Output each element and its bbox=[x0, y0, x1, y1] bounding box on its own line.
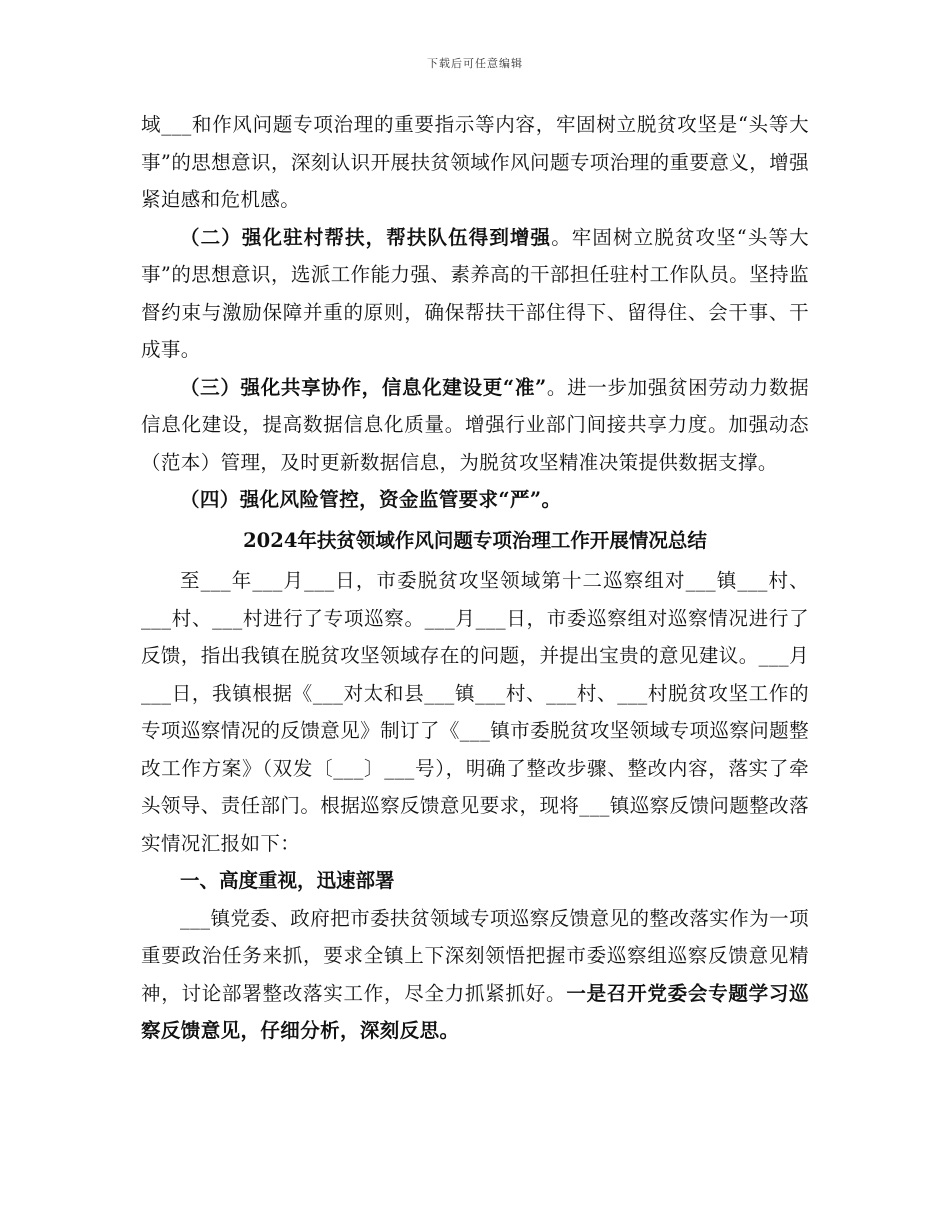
document-title: 2024年扶贫领域作风问题专项治理工作开展情况总结 bbox=[243, 528, 707, 552]
paragraph-section-one bbox=[141, 900, 809, 1050]
point-three-text: 。进一步加强贫困劳动力数据信息化建设，提高数据信息化质量。增强行业部门间接共享力度。加强动态（范本）管理，及时更新数据信息，为脱贫攻坚精准决策提供数据支撑。 bbox=[141, 375, 809, 474]
point-two-text: 。牢固树立脱贫攻坚“头等大事”的思想意识，选派工作能力强、素养高的干部担任驻村工作队员。坚持监督约束与激励保障并重的原则，确保帮扶干部住得下、留得住、会干事、干成事。 bbox=[141, 225, 810, 361]
paragraph-continuation: 域___和作风问题专项治理的重要指示等内容，牢固树立脱贫攻坚是“头等大事”的思想意识，深刻认识开展扶贫领域作风问题专项治理的重要意义，增强紧迫感和危机感。 bbox=[141, 113, 809, 211]
point-three-heading: （三）强化共享协作，信息化建设更“准” bbox=[180, 375, 547, 399]
paragraph-intro: 至___年___月___日，市委脱贫攻坚领域第十二巡察组对___镇___村、___村、___村进行了专项巡察。___月___日，市委巡察组对巡察情况进行了反馈，指出我镇在脱贫攻坚领域存在的问题，并提出宝贵的意见建议。___月___日，我镇根据《___对太和县___镇___村、___村、___村脱贫攻坚工作的专项巡察情况的反馈意见》制订了《___镇市委脱贫攻坚领域专项巡察问题整改工作方案》（双发〔___〕___号），明确了整改步骤、整改内容，落实了牵头领导、责任部门。根据巡察反馈意见要求，现将___镇巡察反馈问题整改落实情况汇报如下： bbox=[141, 569, 809, 855]
paragraph-point-two bbox=[141, 219, 809, 369]
document-body bbox=[141, 106, 809, 1050]
paragraph-point-four bbox=[141, 481, 809, 519]
point-four-heading: （四）强化风险管控，资金监管要求“严”。 bbox=[180, 488, 562, 511]
paragraph-point-three bbox=[141, 369, 809, 482]
section-one-text: ___镇党委、政府把市委扶贫领域专项巡察反馈意见的整改落实作为一项重要政治任务来抓，要求全镇上下深刻领悟把握市委巡察组巡察反馈意见精神，讨论部署整改落实工作，尽全力抓紧抓好。 bbox=[141, 906, 809, 1005]
point-two-heading: （二）强化驻村帮扶，帮扶队伍得到增强 bbox=[180, 225, 552, 249]
section-one-bold-text: 一是召开党委会专题学习巡察反馈意见，仔细分析，深刻反思。 bbox=[141, 981, 809, 1042]
page-header-note: 下载后可任意编辑 bbox=[427, 57, 523, 70]
section-heading-one: 一、高度重视，迅速部署 bbox=[180, 869, 395, 892]
